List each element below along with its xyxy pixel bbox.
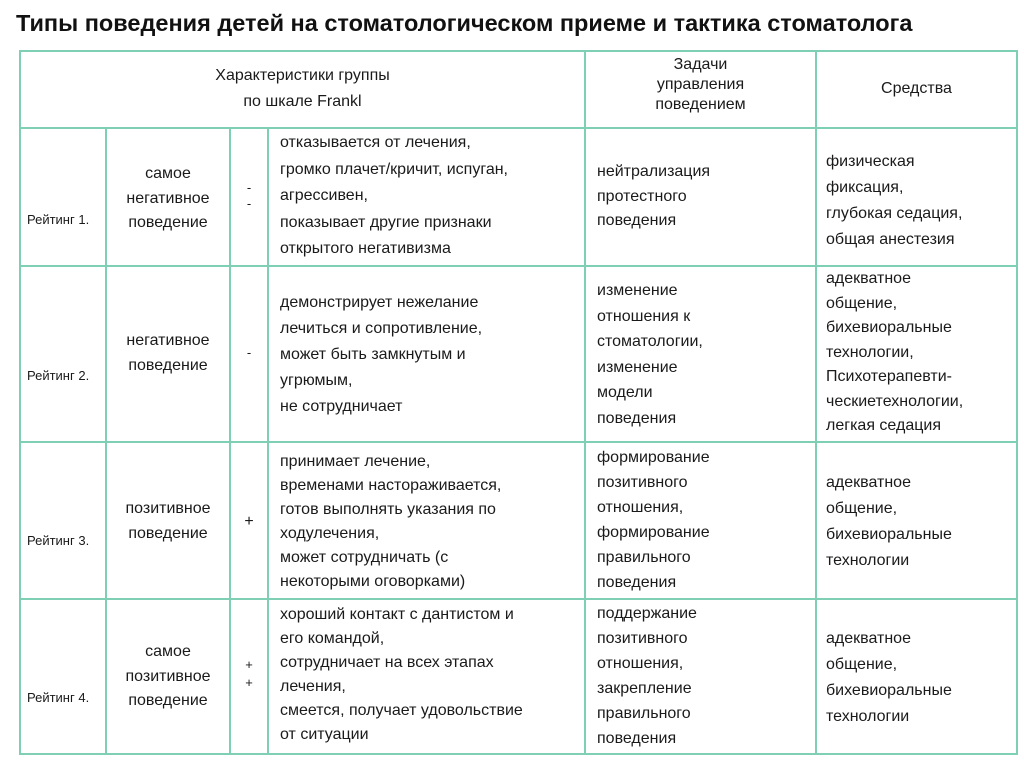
behavior-type: самое позитивное поведение [125, 643, 211, 709]
management-tasks: формирование позитивного отношения, формирование правильного поведения [597, 449, 710, 591]
header-divider [19, 127, 1018, 129]
frankl-sign: - [246, 345, 252, 360]
page-title: Типы поведения детей на стоматологическом приеме и тактика стоматолога [16, 10, 913, 36]
management-tasks: изменение отношения к стоматологии, изменение модели поведения [597, 282, 703, 427]
rating-label: Рейтинг 3. [27, 533, 90, 548]
rating-label: Рейтинг 1. [27, 212, 90, 227]
header-means: Средства [881, 80, 952, 97]
management-tasks: нейтрализация протестного поведения [597, 163, 711, 229]
row-divider-3 [19, 598, 1018, 600]
means-list: физическая фиксация, глубокая седация, общая анестезия [826, 153, 963, 248]
frankl-sign: + + [245, 657, 253, 690]
means-list: адекватное общение, бихевиоральные технологии, Психотерапевти- ческиетехнологии, легкая седация [826, 270, 964, 434]
behavior-description: принимает лечение, временами настораживается, готов выполнять указания по ходулечения, может сотрудничать (с некоторыми оговорками) [280, 453, 502, 590]
rating-label: Рейтинг 2. [27, 368, 90, 383]
frankl-sign: + [244, 513, 254, 530]
table-border-left [19, 50, 21, 755]
management-tasks: поддержание позитивного отношения, закрепление правильного поведения [597, 605, 697, 747]
behavior-type: негативное поведение [126, 332, 210, 374]
row-divider-2 [19, 441, 1018, 443]
behavior-type: позитивное поведение [125, 500, 211, 542]
table-border-top [19, 50, 1018, 52]
behavior-description: хороший контакт с дантистом и его командой, сотрудничает на всех этапах лечения, смеется, получает удовольствие от ситуации [280, 606, 523, 743]
header-group-characteristics: Характеристики группы по шкале Frankl [215, 67, 390, 110]
col-divider-desc [584, 50, 586, 755]
col-divider-sign [267, 127, 269, 755]
rating-label: Рейтинг 4. [27, 690, 90, 705]
means-list: адекватное общение, бихевиоральные технологии [826, 474, 952, 569]
header-tasks: Задачи управления поведением [655, 56, 746, 113]
col-divider-tasks [815, 50, 817, 755]
behavior-description: отказывается от лечения, громко плачет/кричит, испуган, агрессивен, показывает другие признаки открытого негативизма [280, 134, 508, 257]
table-border-bottom [19, 753, 1018, 755]
frankl-sign: - - [246, 180, 252, 211]
behavior-type: самое негативное поведение [126, 165, 210, 231]
table-border-right [1016, 50, 1018, 755]
behavior-description: демонстрирует нежелание лечиться и сопротивление, может быть замкнутым и угрюмым, не сотрудничает [280, 294, 483, 415]
means-list: адекватное общение, бихевиоральные технологии [826, 630, 952, 725]
